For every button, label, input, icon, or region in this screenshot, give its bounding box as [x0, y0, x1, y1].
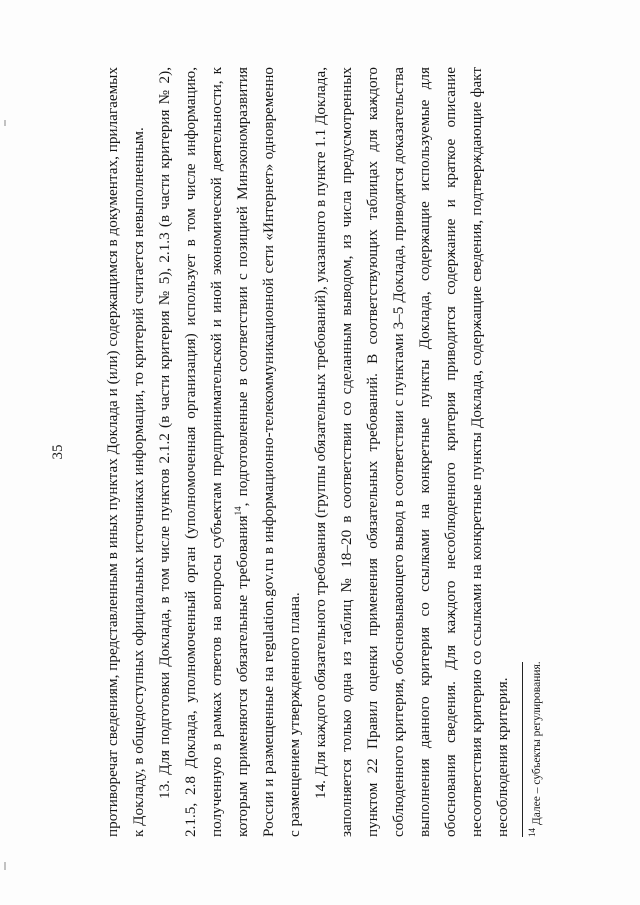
- paragraph-14: 14. Для каждого обязательного требования (группы обязательных требований), указанного в пункте 1.1 Доклада, заполняется только одна из таблиц № 18–20 в соответствии со сделанным выводом, из числа предусмотренных пунктом 22 Правил оценки применения обязательных требований. В соответствующих таблицах для каждого соблюденного критерия, обосновывающего вывод в соответствии с пунктами 3–5 Доклада, приводятся доказательства выполнения данного критерия со ссылками на конкретные пункты Доклада, содержащие используемые для обоснования сведения. Для каждого несоблюденного критерия приводится содержание и краткое описание несоответствия критерию со ссылками на конкретные пункты Доклада, содержащие сведения, подтверждающие факт несоблюдения критерия.: [312, 67, 511, 837]
- page-number: 35: [50, 444, 66, 460]
- paragraph-continuation: противоречат сведениям, представленным в иных пунктах Доклада и (или) содержащимся в документах, прилагаемых к Докладу, в общедоступных официальных источниках информации, то критерий считается невыполненным.: [104, 67, 147, 837]
- footnote-text: Далее – субъекты регулирования.: [531, 661, 543, 828]
- document-body: [100, 67, 516, 837]
- paragraph-13-tail: , подготовленные в соответствии с позицией Минэкономразвития России и размещенные на regulation.gov.ru в информационно-телекоммуникационной сети «Интернет» одновременно с размещением утвержденного плана.: [234, 67, 303, 837]
- rotated-content: [50, 67, 580, 837]
- footnote-divider: [522, 662, 523, 837]
- paragraph-13: [152, 67, 308, 837]
- footnote-ref: 14: [232, 506, 243, 516]
- scan-artifact: [4, 862, 6, 870]
- paragraph-13-text: 13. Для подготовки Доклада, в том числе пунктов 2.1.2 (в части критерия № 5), 2.1.3 (в части критерия № 2), 2.1.5, 2.8 Доклада, уполномоченный орган (уполномоченная организация) использует в том числе информацию, полученную в рамках ответов на вопросы субъектам предпринимательской и иной экономической деятельности, к которым применяются обязательные требования: [156, 67, 251, 837]
- scan-artifact: [4, 120, 6, 126]
- footnote: [527, 661, 544, 837]
- footnote-marker: 14: [527, 828, 538, 837]
